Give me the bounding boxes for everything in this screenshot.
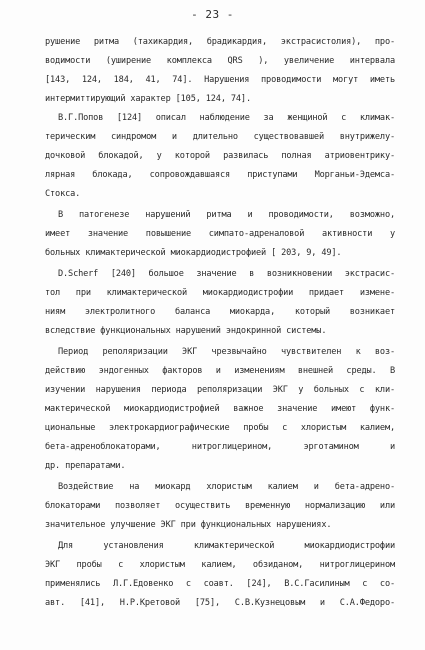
text-line: [143, 124, 184, 41, 74]. Нарушения проводимости могут иметь [45, 75, 395, 85]
text-line: действию эндогенных факторов и изменениям внешней среды. В [45, 366, 395, 376]
text-line: имеет значение повышение симпато-адреналовой активности у [45, 229, 395, 239]
text-line: мактерической миокардиодистрофией важное значение имеют функ- [45, 404, 395, 414]
text-line: Стокса. [45, 189, 81, 199]
text-line: ниям электролитного баланса миокарда, который возникает [45, 307, 395, 317]
paragraph-start-line: Для установления климактерической миокардиодистрофии [58, 541, 395, 551]
text-line: больных климактерической миокардиодистрофией [ 203, 9, 49]. [45, 248, 342, 258]
text-line: авт. [41], Н.Р.Кретовой [75], С.В.Кузнецовым и С.А.Федоро- [45, 598, 395, 608]
text-line: тол при климактерической миокардиодистрофии придает измене- [45, 288, 395, 298]
text-line: применялись Л.Г.Едовенко с соавт. [24], В.С.Гасилиным с со- [45, 579, 395, 589]
text-line: ЭКГ пробы с хлористым калием, обзиданом, нитроглицерином [45, 560, 395, 570]
text-line: циональные электрокардиографические пробы с хлористым калием, [45, 423, 395, 433]
page-number: - 23 - [191, 8, 234, 21]
paragraph-start-line: В патогенезе нарушений ритма и проводимости, возможно, [58, 210, 395, 220]
text-line: водимости (уширение комплекса QRS ), увеличение интервала [45, 56, 395, 66]
text-line: дочковой блокадой, у которой развилась полная атриовентрику- [45, 151, 395, 161]
text-line: рушение ритма (тахикардия, брадикардия, экстрасистолия), про- [45, 37, 395, 47]
text-line: др. препаратами. [45, 461, 126, 471]
text-line: бета-адреноблокаторами, нитроглицерином, эрготамином и [45, 442, 395, 452]
paragraph-start-line: D.Scherf [240] большое значение в возникновении экстрасис- [58, 269, 395, 279]
text-line: вследствие функциональных нарушений эндокринной системы. [45, 326, 327, 336]
text-line: интермиттирующий характер [105, 124, 74]. [45, 94, 251, 104]
text-line: изучении нарушения периода реполяризации ЭКГ у больных с кли- [45, 385, 395, 395]
paragraph-start-line: В.Г.Попов [124] описал наблюдение за женщиной с климак- [58, 113, 395, 123]
text-line: лярная блокада, сопровождавшаяся приступами Морганьи-Эдемса- [45, 170, 395, 180]
text-line: терическим синдромом и длительно существовавшей внутрижелу- [45, 132, 395, 142]
text-line: блокаторами позволяет осуществить временную нормализацию или [45, 501, 395, 511]
paragraph-start-line: Период реполяризации ЭКГ чрезвычайно чувствителен к воз- [58, 347, 395, 357]
paragraph-start-line: Воздействие на миокард хлористым калием и бета-адрено- [58, 482, 395, 492]
text-line: значительное улучшение ЭКГ при функциональных нарушениях. [45, 520, 332, 530]
